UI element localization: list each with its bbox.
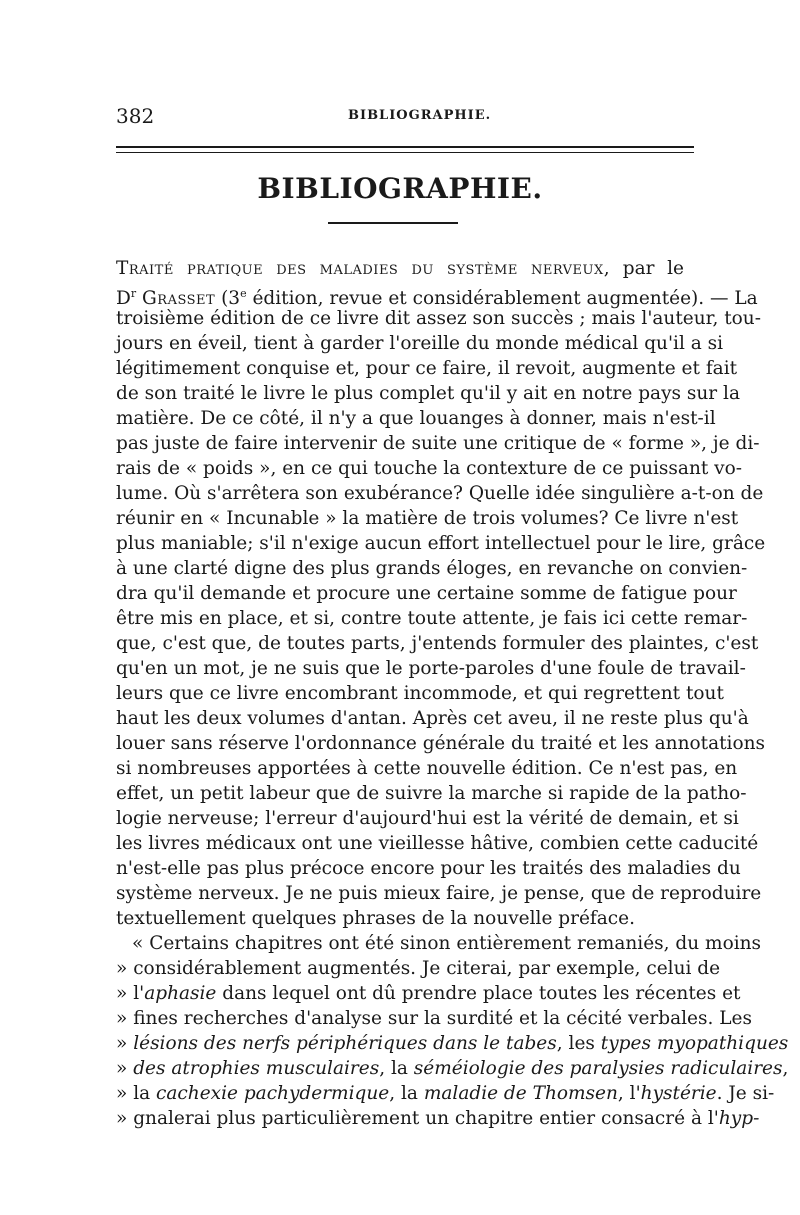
body-line: pas juste de faire intervenir de suite une critique de « forme », je di- <box>116 433 760 454</box>
body-line: rais de « poids », en ce qui touche la contexture de ce puissant vo- <box>116 458 743 479</box>
body-line: à une clarté digne des plus grands éloges, en revanche on convien- <box>116 558 748 579</box>
body-line: dra qu'il demande et procure une certaine somme de fatigue pour <box>116 583 737 604</box>
body-line: lume. Où s'arrêtera son exubérance? Quelle idée singulière a-t-on de <box>116 483 764 504</box>
body-line: $D^r$ Grasset (3e édition, revue et considérablement augmentée). — La <box>116 287 758 310</box>
page-number: 382 <box>116 104 155 128</box>
body-line: que, c'est que, de toutes parts, j'entends formuler des plaintes, c'est <box>116 633 759 654</box>
body-line: effet, un petit labeur que de suivre la marche si rapide de la patho- <box>116 783 747 804</box>
quote-line: » lésions des nerfs périphériques dans le tabes, les types myopathiques <box>116 1033 789 1054</box>
body-line: système nerveux. Je ne puis mieux faire, je pense, que de reproduire <box>116 883 762 904</box>
section-title: BIBLIOGRAPHIE. <box>257 172 543 205</box>
body-line: troisième édition de ce livre dit assez son succès ; mais l'auteur, tou- <box>116 308 761 329</box>
body-line: Traité pratique des maladies du système nerveux, par le <box>116 258 684 279</box>
body-line: si nombreuses apportées à cette nouvelle édition. Ce n'est pas, en <box>116 758 738 779</box>
quote-line: » fines recherches d'analyse sur la surdité et la cécité verbales. Les <box>116 1008 752 1029</box>
running-head <box>116 104 694 128</box>
quote-line: « Certains chapitres ont été sinon entièrement remaniés, du moins <box>132 933 762 954</box>
quote-line: » l'aphasie dans lequel ont dû prendre place toutes les récentes et <box>116 983 741 1004</box>
quote-line: » considérablement augmentés. Je citerai, par exemple, celui de <box>116 958 721 979</box>
running-title: BIBLIOGRAPHIE. <box>348 108 492 123</box>
body-line: les livres médicaux ont une vieillesse hâtive, combien cette caducité <box>116 833 759 854</box>
body-line: être mis en place, et si, contre toute attente, je fais ici cette remar- <box>116 608 748 629</box>
body-line: leurs que ce livre encombrant incommode, et qui regrettent tout <box>116 683 724 704</box>
body-line: jours en éveil, tient à garder l'oreille du monde médical qu'il a si <box>116 333 724 354</box>
body-line: matière. De ce côté, il n'y a que louanges à donner, mais n'est-il <box>116 408 716 429</box>
header-rule <box>116 146 694 153</box>
body-line: n'est-elle pas plus précoce encore pour les traités des maladies du <box>116 858 741 879</box>
body-line: plus maniable; s'il n'exige aucun effort intellectuel pour le lire, grâce <box>116 533 766 554</box>
quote-line: » des atrophies musculaires, la séméiologie des paralysies radiculaires, <box>116 1058 789 1079</box>
quote-line: » la cachexie pachydermique, la maladie de Thomsen, l'hystérie. Je si- <box>116 1083 775 1104</box>
title-rule <box>328 222 458 224</box>
body-line: qu'en un mot, je ne suis que le porte-paroles d'une foule de travail- <box>116 658 746 679</box>
quote-line: » gnalerai plus particulièrement un chapitre entier consacré à l'hyp- <box>116 1108 760 1129</box>
body-line: légitimement conquise et, pour ce faire, il revoit, augmente et fait <box>116 358 738 379</box>
body-line: réunir en « Incunable » la matière de trois volumes? Ce livre n'est <box>116 508 739 529</box>
body-line: de son traité le livre le plus complet qu'il y ait en notre pays sur la <box>116 383 740 404</box>
body-line: textuellement quelques phrases de la nouvelle préface. <box>116 908 635 929</box>
body-line: haut les deux volumes d'antan. Après cet aveu, il ne reste plus qu'à <box>116 708 749 729</box>
body-line: logie nerveuse; l'erreur d'aujourd'hui est la vérité de demain, et si <box>116 808 739 829</box>
body-line: louer sans réserve l'ordonnance générale du traité et les annotations <box>116 733 765 754</box>
